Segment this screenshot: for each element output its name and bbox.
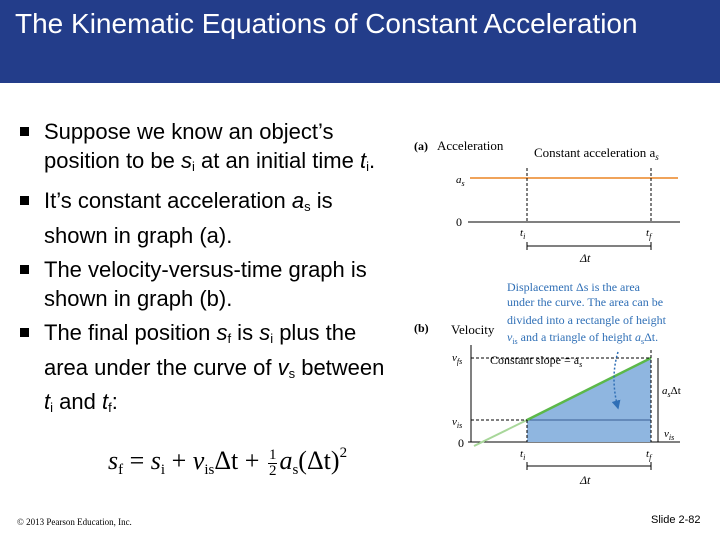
graph-b-axis-title: Velocity	[451, 322, 495, 337]
vis-sub: is	[456, 421, 463, 430]
area-note-var: v	[507, 330, 513, 344]
eq-operator: =	[123, 446, 151, 475]
vis-right-label	[664, 428, 674, 442]
fraction-numerator: 1	[268, 446, 277, 463]
var-s: s	[216, 320, 228, 345]
eq-sub: is	[204, 462, 215, 478]
area-note-line: under the curve. The area can be	[507, 295, 664, 309]
var-t: t	[101, 389, 109, 414]
accel-caption-text: Constant acceleration a	[534, 145, 656, 160]
var-s: s	[180, 147, 192, 173]
asdt-label	[662, 385, 681, 399]
asdt-tail: Δt	[670, 385, 681, 397]
bullet-text: plus the area under the curve of	[44, 320, 357, 380]
var-v: v	[277, 354, 289, 380]
subscript: i	[366, 158, 369, 174]
vis-tick-label	[452, 416, 462, 430]
bullet-text: is	[231, 320, 260, 345]
ti-sub: i	[523, 232, 526, 241]
vfs-tick-label	[452, 352, 462, 366]
dt-b-label: Δt	[580, 473, 591, 487]
tf-b-var: t	[646, 448, 650, 460]
as-tick-label	[456, 174, 465, 188]
graph-b-zero-label: 0	[458, 436, 464, 450]
subscript: i	[191, 158, 195, 174]
graph-a-zero-label: 0	[456, 215, 462, 229]
bullet-text: The final position	[44, 320, 217, 345]
eq-term: s	[108, 446, 119, 475]
eq-operator: +	[238, 446, 266, 475]
eq-sub: s	[292, 462, 299, 478]
tf-sub: f	[649, 232, 652, 241]
subscript: s	[288, 365, 296, 381]
vfs-sub: fs	[456, 357, 463, 366]
bullet-text: at an initial time	[194, 147, 360, 173]
var-s: s	[259, 320, 271, 345]
displacement-area	[527, 358, 651, 442]
as-sub: s	[461, 179, 465, 188]
bullet-text: between	[295, 354, 385, 380]
eq-exponent: 2	[339, 445, 348, 461]
dt-a-label: Δt	[580, 251, 591, 265]
slope-label	[490, 353, 582, 369]
tf-var: t	[646, 227, 650, 239]
area-note-line: divided into a rectangle of height	[507, 313, 666, 327]
tf-b-sub: f	[649, 453, 652, 462]
accel-caption	[534, 145, 659, 162]
eq-term: s	[150, 446, 161, 475]
bullet-text: The velocity-versus-time graph is shown in graph (b).	[44, 257, 367, 311]
bullet-text: and	[53, 389, 102, 414]
eq-term: a	[279, 446, 293, 475]
subscript: f	[227, 331, 232, 346]
var-t: t	[359, 147, 367, 173]
bullet-text: .	[368, 147, 376, 173]
as-var: a	[456, 174, 462, 186]
ti-b-sub: i	[523, 453, 526, 462]
subscript: f	[108, 400, 112, 415]
bullet-text: It’s constant acceleration	[44, 188, 292, 213]
ti-b-var: t	[520, 448, 524, 460]
vis-right-sub: is	[668, 433, 675, 442]
asdt-var: a	[662, 385, 668, 397]
slope-sub: s	[579, 360, 583, 369]
eq-term: v	[192, 446, 205, 475]
slope-text: Constant slope = a	[490, 353, 580, 367]
ti-label	[520, 227, 525, 241]
ti-var: t	[520, 227, 524, 239]
vfs-var: v	[452, 352, 457, 364]
area-note-text: Δt.	[644, 330, 659, 344]
area-note-sub: is	[512, 337, 518, 346]
var-a: a	[291, 188, 305, 213]
slide-number: Slide 2-82	[651, 514, 701, 526]
subscript: i	[50, 400, 54, 415]
area-note-var: a	[634, 330, 641, 344]
vis-var: v	[452, 416, 457, 428]
subscript: i	[270, 331, 274, 346]
eq-term: (Δt)	[298, 446, 340, 475]
eq-operator: +	[165, 446, 193, 475]
tf-b-label	[646, 448, 653, 462]
eq-term: Δt	[214, 446, 239, 475]
accel-caption-sub: s	[655, 152, 659, 162]
bullet-text: is shown in graph (a).	[44, 188, 333, 248]
graph-b-label: (b)	[414, 321, 429, 335]
graph-a-axis-title: Acceleration	[437, 138, 504, 153]
var-t: t	[44, 389, 51, 414]
ti-b-label	[520, 448, 525, 462]
area-note-line: Displacement Δs is the area	[507, 280, 641, 294]
asdt-sub: s	[667, 390, 671, 399]
copyright-notice: © 2013 Pearson Education, Inc.	[17, 517, 132, 527]
eq-sub: f	[118, 462, 124, 478]
slide-title: The Kinematic Equations of Constant Acceleration	[15, 8, 638, 39]
bullet-text: Suppose we know an object’s position to be	[44, 119, 334, 173]
area-note-sub: s	[640, 337, 645, 346]
fraction-denominator: 2	[268, 462, 277, 479]
bullet-text: :	[111, 389, 118, 414]
area-note-text: and a triangle of height	[517, 330, 635, 344]
vis-right-var: v	[664, 428, 669, 440]
tf-label	[646, 227, 653, 241]
eq-sub: i	[160, 462, 166, 478]
subscript: s	[304, 199, 311, 214]
graph-a-label: (a)	[414, 139, 428, 153]
area-note	[507, 280, 669, 346]
